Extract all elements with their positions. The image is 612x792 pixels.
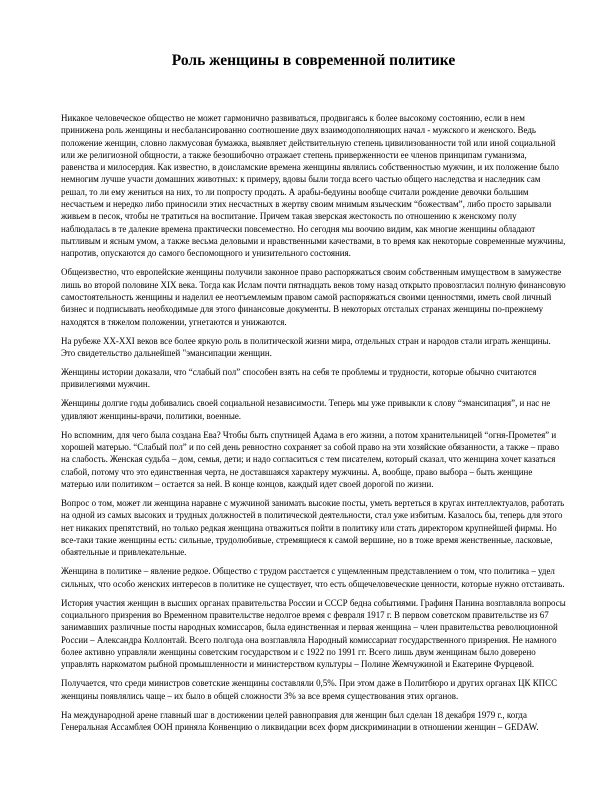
paragraph-5: Женщины долгие годы добивались своей социальной независимости. Теперь мы уже привыкли к слову “эмансипация”, и нас не удивляют женщины-врачи, политики, военные.	[61, 398, 551, 421]
paragraph-4: Женщины истории доказали, что “слабый пол” способен взять на себя те проблемы и трудности, которые обычно считаются привилегиями мужчин.	[61, 367, 537, 390]
document-title: Роль женщины в современной политике	[171, 52, 456, 69]
paragraph-11: На международной арене главный шаг в достижении целей равноправия для женщин был сделан 18 декабря 1979 г., когда Генеральная Ассамблея ООН приняла Конвенцию о ликвидации всех форм дискриминации в отношении женщин – GEDAW.	[61, 709, 539, 733]
paragraph-3: На рубеже XX-XXI веков все более яркую роль в политической жизни мира, отдельных стран и народов стали играть женщины. Это свидетельство дальнейшей "эмансипации женщин.	[61, 335, 551, 358]
paragraph-1: Никакое человеческое общество не может гармонично развиваться, продвигаясь к более высокому состоянию, если в нем принижена роль женщины и несбалансированно соотношение двух взаимодополняющих начал - мужского и женского. Ведь положение женщин, словно лакмусовая бумажка, выявляет действительную степень цивилизованности той или иной социальной или же религиозной общности, а также безошибочно отражает степень приверженности ее членов принципам гуманизма, равенства и милосердия. Как известно, в доисламские времена женщины являлись собственностью мужчин, и их положение было немногим лучше участи домашних животных: к примеру, вдовы были тогда всего частью общего наследства и наследник сам решал, то ли ему жениться на них, то ли попросту продать. А арабы-бедуины вообще считали рождение девочки большим несчастьем и нередко либо приносили этих несчастных в жертву своим мнимым языческим “божествам”, либо просто зарывали живьем в песок, чтобы не тратиться на воспитание. Причем такая зверская жестокость по отношению к женскому полу наблюдалась в те далекие времена практически повсеместно. Но сегодня мы воочию видим, как многие женщины обладают пытливым и ясным умом, а также весьма деловыми и нравственными качествами, в то время как некоторые современные мужчины, напротив, опускаются до самого беспомощного и унизительного состояния.	[61, 113, 566, 259]
paragraph-6: Но вспомним, для чего была создана Ева? Чтобы быть спутницей Адама в его жизни, а потом хранительницей “огня-Прометея” и хорошей матерью. “Слабый пол” и по сей день ревностно сохраняет за собой право на эти хозяйские обязанности, а также – право на слабость. Женская судьба – дом, семья, дети; и надо согласиться с тем писателем, который сказал, что женщина хочет казаться слабой, потому что это единственная черта, не доставшаяся характеру мужчины. А, вообще, право выбора – быть женщине матерью или политиком – остается за ней. В конце концов, каждый идет своей дорогой по жизни.	[61, 429, 560, 489]
paragraph-2: Общеизвестно, что европейские женщины получили законное право распоряжаться своим собственным имуществом в замужестве лишь во второй половине XIX века. Тогда как Ислам почти пятнадцать веков тому назад открыто провозгласил полную финансовую самостоятельность женщины и наделил ее неотъемлемым правом самой распоряжаться своими ценностями, иметь свой личный бизнес и подписывать необходимые для этого финансовые документы. В некоторых отсталых странах женщины по-прежнему находятся в тяжелом положении, угнетаются и унижаются.	[61, 267, 566, 327]
paragraph-9: История участия женщин в высших органах правительства России и СССР бедна событиями. Графиня Панина возглавляла вопросы социального призрения во Временном правительстве недолгое время с февраля 1917 г. В первом советском правительстве из 67 занимавших различные посты народных комиссаров, была единственная и первая женщина – член правительства революционной России – Александра Коллонтай. Всего полгода она возглавляла Народный комиссариат государственного призрения. Не намного более активно управляли женщины советским государством и с 1922 по 1991 гг. Всего лишь двум женщинам было доверено управлять наркоматом рыбной промышленности и министерством культуры – Полине Жемчужиной и Екатерине Фурцевой.	[61, 597, 566, 670]
paragraph-7: Вопрос о том, может ли женщина наравне с мужчиной занимать высокие посты, уметь вертеться в кругах интеллектуалов, работать на одной из самых высоких и трудных должностей в политической деятельности, стал уже избитым. Казалось бы, теперь для этого нет никаких препятствий, но только редкая женщина отважиться пойти в политику или стать директором крупнейшей фирмы. Но все-таки такие женщины есть: сильные, трудолюбивые, стремящиеся к самой вершине, но в тоже время женственные, ласковые, обаятельные и привлекательные.	[61, 498, 565, 558]
paragraph-8: Женщина в политике – явление редкое. Общество с трудом расстается с ущемленным представлением о том, что политика – удел сильных, что особо женских интересов в политике не существует, что есть общечеловеческие ценности, которые нужно отстаивать.	[61, 566, 565, 589]
paragraph-10: Получается, что среди министров советские женщины составляли 0,5%. При этом даже в Политбюро и других органах ЦК КПСС женщины появлялись чаще – их было в общей сложности 3% за все время существования этих органов.	[61, 678, 558, 701]
document-body	[61, 112, 566, 733]
